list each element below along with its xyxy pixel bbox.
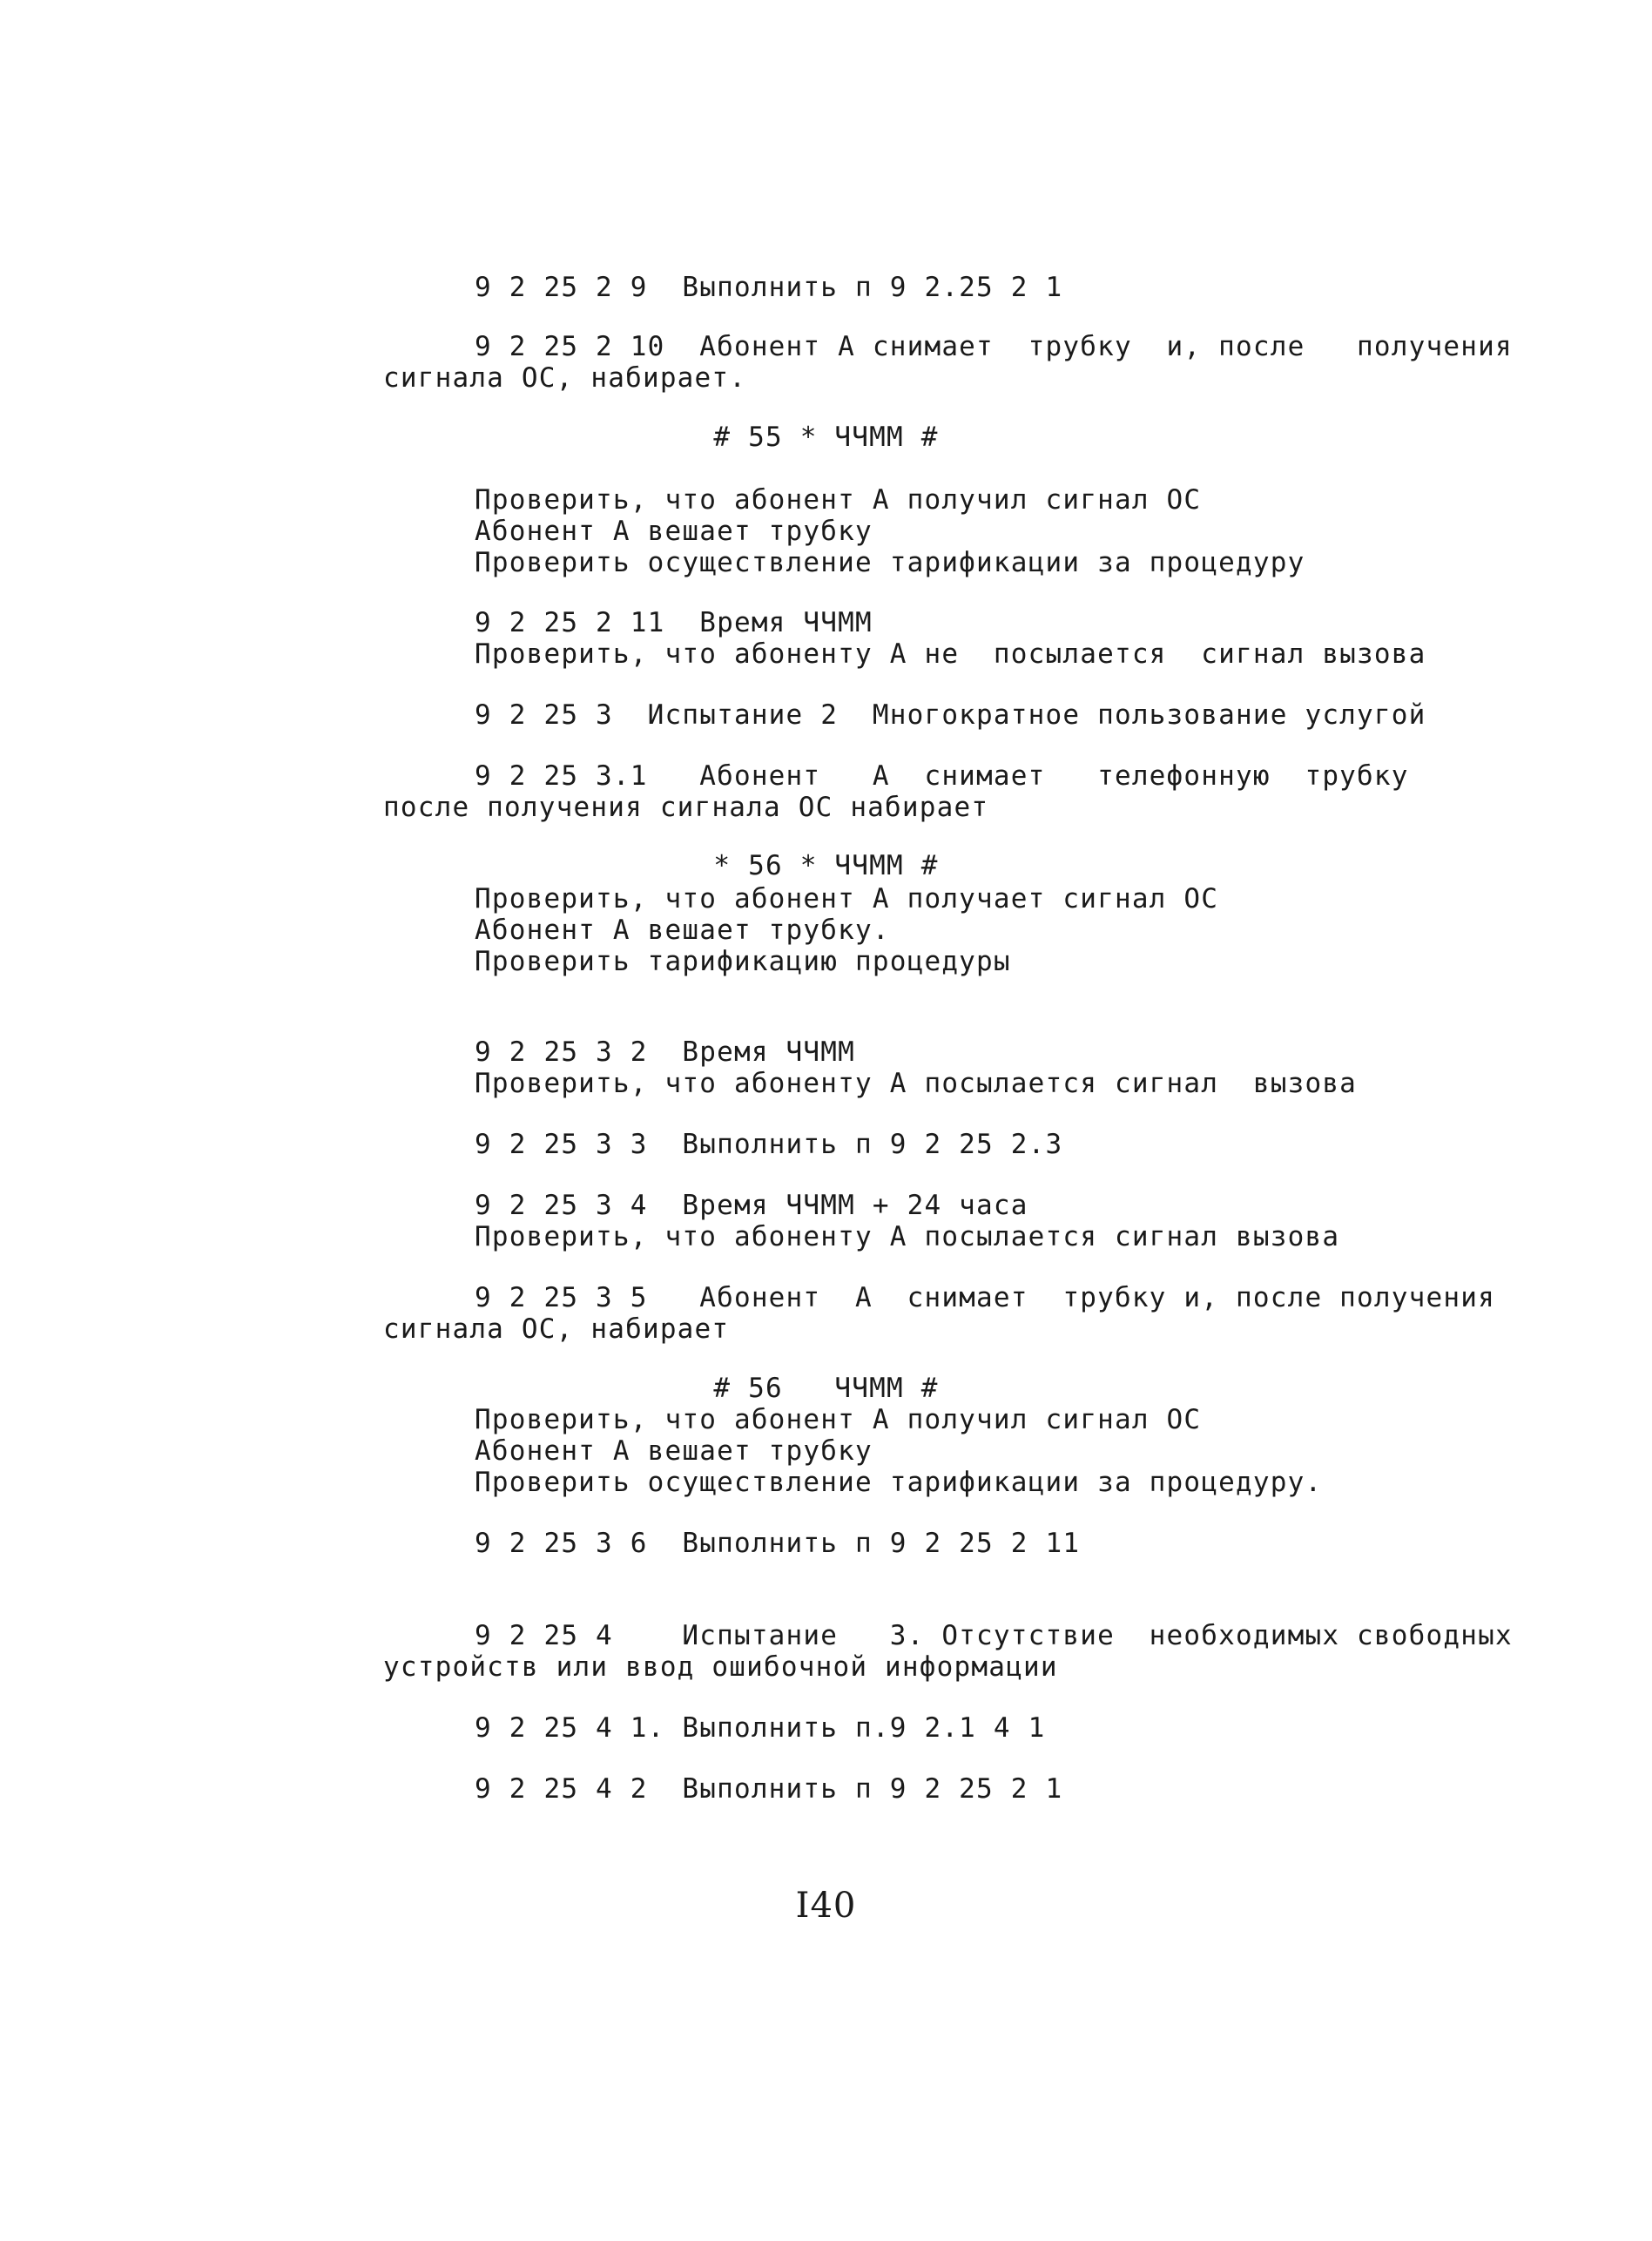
page-number: I40 xyxy=(795,1886,857,1926)
text-line: Абонент А вешает трубку xyxy=(475,1435,873,1467)
text-line: сигнала ОС, набирает xyxy=(383,1313,730,1345)
text-line: 9 2 25 3 4 Время ЧЧММ + 24 часа xyxy=(475,1190,1028,1221)
text-line: 9 2 25 3 6 Выполнить п 9 2 25 2 11 xyxy=(475,1528,1081,1559)
text-line: 9 2 25 3 2 Время ЧЧММ xyxy=(475,1036,855,1068)
text-line: Абонент А вешает трубку xyxy=(475,516,873,547)
text-line: Проверить, что абоненту А посылается сигнал вызова xyxy=(475,1068,1358,1099)
text-line: Проверить осуществление тарификации за процедуру xyxy=(475,547,1305,578)
text-line: сигнала ОС, набирает. xyxy=(383,362,747,394)
text-line: Абонент А вешает трубку. xyxy=(475,915,890,946)
text-line: 9 2 25 2 11 Время ЧЧММ xyxy=(475,607,873,638)
text-line: 9 2 25 2 10 Абонент А снимает трубку и, после получения xyxy=(475,331,1513,362)
section-heading: 9 2 25 3 Испытание 2 Многократное пользование услугой xyxy=(475,699,1426,731)
text-line: Проверить, что абоненту А не посылается сигнал вызова xyxy=(475,638,1426,670)
text-line: устройств или ввод ошибочной информации xyxy=(383,1651,1058,1683)
text-line: Проверить, что абоненту А посылается сигнал вызова xyxy=(475,1221,1340,1252)
text-line: 9 2 25 3.1 Абонент А снимает телефонную трубку xyxy=(475,760,1409,792)
text-line: 9 2 25 3 5 Абонент А снимает трубку и, после получения xyxy=(475,1282,1495,1313)
text-line: Проверить, что абонент А получает сигнал ОС xyxy=(475,883,1219,915)
text-line: 9 2 25 3 3 Выполнить п 9 2 25 2.3 xyxy=(475,1129,1063,1160)
text-line: 9 2 25 4 1. Выполнить п.9 2.1 4 1 xyxy=(475,1712,1046,1744)
text-line: 9 2 25 4 2 Выполнить п 9 2 25 2 1 xyxy=(475,1773,1063,1805)
text-line: 9 2 25 2 9 Выполнить п 9 2.25 2 1 xyxy=(475,272,1063,303)
text-line: Проверить, что абонент А получил сигнал ОС xyxy=(475,484,1202,516)
text-line: после получения сигнала ОС набирает xyxy=(383,792,989,823)
text-line: Проверить тарификацию процедуры xyxy=(475,946,1011,977)
code-line: # 55 * ЧЧММ # xyxy=(713,422,939,453)
text-line: Проверить, что абонент А получил сигнал ОС xyxy=(475,1404,1202,1435)
code-line: * 56 * ЧЧММ # xyxy=(713,850,939,881)
code-line: # 56 ЧЧММ # xyxy=(713,1373,939,1404)
section-heading: 9 2 25 4 Испытание 3. Отсутствие необходимых свободных xyxy=(475,1620,1513,1651)
text-line: Проверить осуществление тарификации за процедуру. xyxy=(475,1467,1323,1498)
